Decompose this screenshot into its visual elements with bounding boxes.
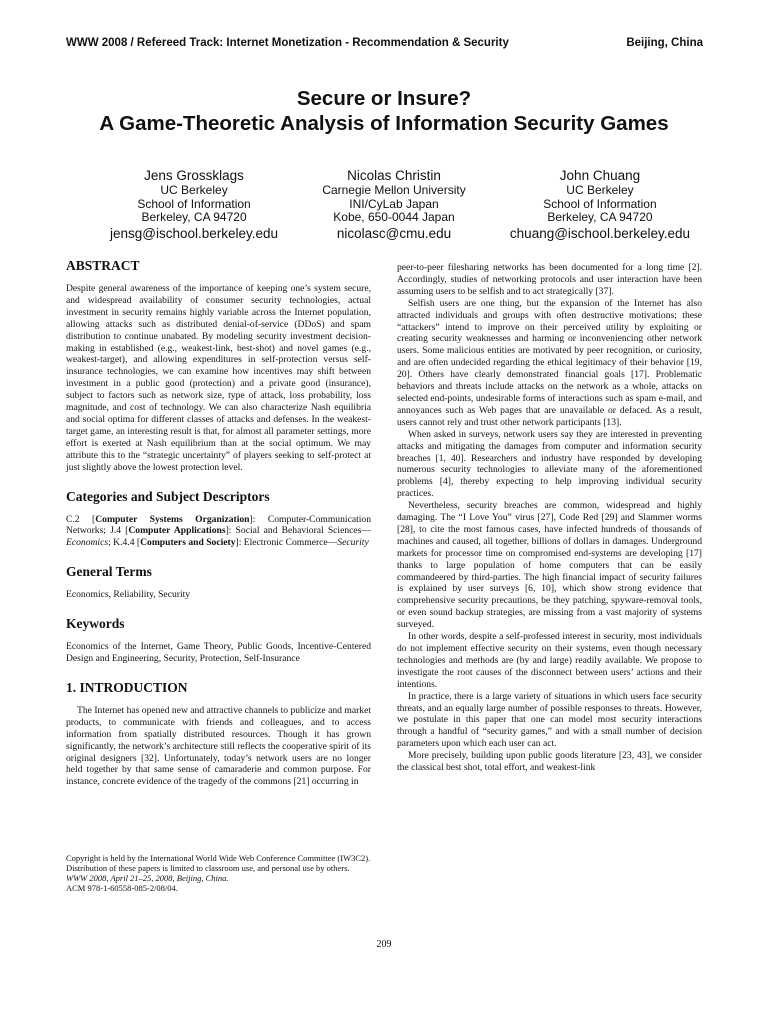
categories-segment: ]: Computer-Communication Networks; J.4 [ (66, 513, 372, 537)
author-affiliation: UC Berkeley (160, 183, 228, 197)
header-location: Beijing, China (626, 37, 703, 49)
header-venue: WWW 2008 / Refereed Track: Internet Monetization - Recommendation & Security (66, 37, 509, 49)
author-name: Jens Grossklags (144, 168, 244, 183)
categories-heading: Categories and Subject Descriptors (66, 488, 270, 504)
author-affiliation: School of Information (543, 196, 657, 211)
abstract-text: Despite general awareness of the importance of keeping one’s system secure, and widespread availability of consumer security technologies, actual investment in security remains highly variable across the Internet population, allowing attacks such as distributed denial-of-service (DDoS) and spam distribution to continue unabated. By modeling security investment decision-making in established (e.g., weakest-link, best-shot) and novel games (e.g., weakest-target), and allowing expenditures in self-protection versus self-insurance technologies, we can examine how incentives may shift between investment in a public good (protection) and a private good (insurance), subject to factors such as network size, type of attack, loss probability, loss magnitude, and cost of technology. We can also characterize Nash equilibria and social optima for different classes of attacks and defenses. In the weakest-target game, an interesting result is that, for almost all parameter settings, more effort is exerted at Nash equilibrium than at the social optimum. We may attribute this to the “strategic uncertainty” of players seeking to self-protect at just slightly above the lowest protection level. (66, 283, 371, 473)
categories-segment: Security (337, 537, 369, 549)
categories-segment: Computer Systems Organization (95, 513, 250, 525)
author-affiliation: Carnegie Mellon University (322, 183, 466, 197)
left-column (66, 258, 371, 788)
author-2 (322, 167, 465, 242)
body-paragraph: Selfish users are one thing, but the expansion of the Internet has also attracted individuals and groups with often destructive motivations; these “attackers” intend to improve on their perceived utility by exploiting or creating security weaknesses and harming or inconveniencing other network users. Some malicious entities are motivated by peer recognition, or curiosity, and are often undecided regarding the ethical legitimacy of their behavior [19, 20]. Others have clearly demonstrated financial goals [17]. Problematic behaviors and threats include attacks on the network as a whole, attacks on selected end-points, undesirable forms of interactions such as spam e-mail, and annoyances such as Web pages that are unavailable or defaced. As a result, users cannot rely and trust other network participants [13]. (397, 297, 702, 428)
author-email: nicolasc@cmu.edu (336, 225, 452, 241)
author-name: Nicolas Christin (347, 168, 441, 183)
body-paragraph: More precisely, building upon public goods literature [23, 43], we consider the classical best shot, total effort, and weakest-link (397, 750, 702, 774)
introduction-text: The Internet has opened new and attractive channels to publicize and market products, to communicate with friends and colleagues, and to access information from spatially distributed resources. Though it has grown significantly, the network’s architecture still reflects the cooperative spirit of its original designers [32]. Unfortunately, today’s network users are no longer held together by that same sense of camaraderie and common purpose. For instance, concrete evidence of the tragedy of the commons [21] occurring in (66, 704, 371, 788)
right-column (397, 262, 702, 774)
general-terms-heading: General Terms (66, 564, 152, 580)
author-affiliation: Berkeley, CA 94720 (141, 210, 247, 224)
title-line-1: Secure or Insure? (296, 87, 472, 110)
author-affiliation: Kobe, 650-0044 Japan (333, 210, 455, 224)
title-line-2: A Game-Theoretic Analysis of Information Security Games (99, 112, 669, 135)
keywords-heading: Keywords (66, 616, 125, 632)
keywords-text: Economics of the Internet, Game Theory, Public Goods, Incentive-Centered Design and Engineering, Security, Protection, Self-Insurance (66, 641, 371, 665)
categories-segment: ]: Electronic Commerce— (235, 537, 338, 549)
copyright-statement: Copyright is held by the International World Wide Web Conference Committee (IW3C2). Distribution of these papers is limited to classroom use, and personal use by others. (66, 853, 371, 873)
body-paragraph: In other words, despite a self-professed interest in security, most individuals do not implement effective security on their systems, even though necessary technologies and methods are (by and large) readily available. We propose to investigate the root causes of the disconnect between users’ actions and their intentions. (397, 631, 702, 690)
copyright-notice (66, 853, 371, 893)
author-1 (110, 167, 278, 242)
author-name: John Chuang (559, 168, 641, 183)
categories-segment: C.2 [ (66, 513, 96, 525)
categories-segment: Economics (66, 537, 109, 549)
author-affiliation: Berkeley, CA 94720 (547, 210, 653, 224)
author-email: chuang@ischool.berkeley.edu (509, 225, 690, 241)
author-affiliation: School of Information (137, 196, 251, 211)
categories-segment: Computer Applications (128, 525, 226, 537)
body-paragraph: When asked in surveys, network users say they are interested in preventing attacks and mitigating the damages from computer and information security breaches [1, 40]. Researchers and industry have responded by developing numerous security technologies to alleviate many of the aforementioned problems [4], thereby expecting to help improving individual security practices. (397, 428, 702, 500)
introduction-heading: 1. INTRODUCTION (66, 679, 188, 695)
body-paragraph: Nevertheless, security breaches are common, widespread and highly damaging. The “I Love You” virus [27], Code Red [29] and Slammer worms [28], to cite the most famous cases, have infected hundreds of thousands of machines and caused, all together, billions of dollars in damages. Underground markets for processor time on compromised end-systems are developing [17] thanks to large population of home computers that can be easily commandeered by third-parties. The high financial impact of security failures is explained by user surveys [6, 10], which show strong evidence that comprehensive security precautions, be they patching, spyware-removal tools, or even sound backup strategies, are missing from a vast majority of systems surveyed. (397, 500, 702, 631)
conference-info: WWW 2008, April 21–25, 2008, Beijing, China. (66, 873, 229, 883)
body-paragraph: In practice, there is a large variety of situations in which users face security threats, and an equally large number of possible responses to threats. However, we postulate in this paper that one can model most security interactions through a handful of “security games,” and with a small number of decision parameters upon which each user can act. (397, 690, 702, 750)
body-paragraph: peer-to-peer filesharing networks has been documented for a long time [2]. Accordingly, studies of networking protocols and user interaction have been assuming users to be selfish and to act strategically [37]. (397, 262, 702, 297)
general-terms-text: Economics, Reliability, Security (66, 589, 191, 601)
categories-segment: Computers and Society (140, 537, 236, 549)
categories-segment: ; K.4.4 [ (108, 537, 141, 549)
author-email: jensg@ischool.berkeley.edu (110, 225, 279, 241)
author-3 (510, 167, 690, 242)
abstract-heading: ABSTRACT (66, 258, 140, 273)
author-block (110, 167, 690, 242)
acm-identifier: ACM 978-1-60558-085-2/08/04. (66, 883, 178, 893)
categories-text (66, 514, 371, 550)
author-affiliation: INI/CyLab Japan (349, 196, 439, 211)
page-number: 209 (376, 939, 392, 950)
categories-segment: ]: Social and Behavioral Sciences— (225, 525, 371, 537)
author-affiliation: UC Berkeley (566, 183, 634, 197)
paper-title (0, 86, 768, 136)
running-header (66, 37, 703, 49)
